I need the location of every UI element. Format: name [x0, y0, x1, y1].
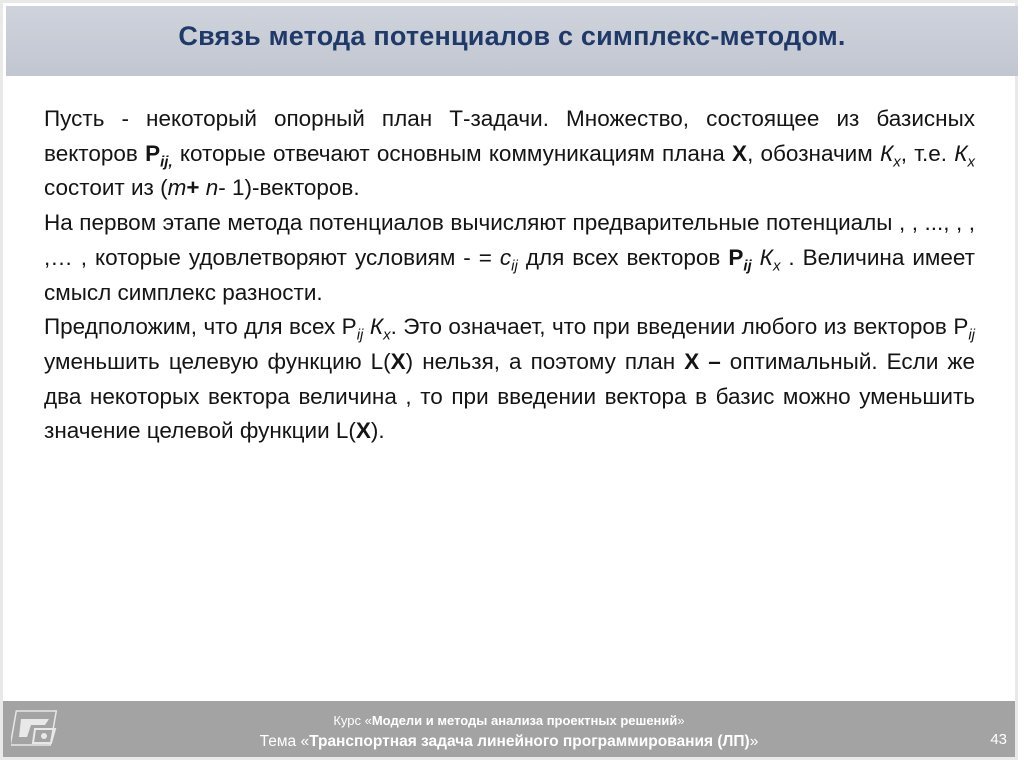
text-run: Пусть - некоторый опорный план Т-задачи. Множество, состоящее из базисных векторов: [44, 106, 975, 166]
footer-bar: [3, 701, 1015, 757]
slide-title: Связь метода потенциалов с симплекс-методом.: [178, 21, 846, 51]
text-run: К: [954, 140, 968, 166]
text-run: P: [728, 244, 744, 270]
text-run: x: [772, 257, 781, 275]
text-run: Предположим, что для всех P: [44, 314, 357, 340]
text-run: m: [167, 175, 187, 201]
slide-body: [44, 102, 975, 449]
topic-name: Транспортная задача линейного программирования (ЛП): [309, 733, 750, 750]
course-name: Модели и методы анализа проектных решений: [371, 713, 678, 728]
text-run: X: [390, 348, 406, 374]
text-run: x: [383, 326, 391, 344]
text-run: ij,: [160, 153, 173, 171]
course-line: [3, 713, 1015, 728]
text-run: для всех векторов: [517, 244, 729, 270]
text-run: ij: [743, 257, 752, 275]
text-run: ij: [356, 326, 364, 344]
text-run: c: [499, 244, 512, 270]
text-run: X: [732, 140, 748, 166]
paragraph-3: [44, 310, 975, 449]
text-run: P: [145, 140, 161, 166]
paragraph-2: [44, 206, 975, 310]
text-run: К: [369, 314, 384, 340]
title-bar: [6, 6, 1018, 76]
topic-line: [3, 733, 1015, 751]
text-run: ij: [968, 326, 975, 344]
text-run: X: [355, 418, 371, 444]
text-run: x: [967, 153, 976, 171]
text-run: n: [205, 175, 219, 201]
text-run: состоит из (: [44, 175, 168, 201]
text-run: оптимальный. Если же два некоторых вектора величина , то при введении вектора в базис можно уменьшить значение целевой функции L(: [44, 348, 975, 444]
topic-prefix: Тема «: [259, 733, 310, 750]
paragraph-1: [44, 102, 975, 206]
text-run: - 1)-векторов.: [218, 175, 360, 201]
text-run: x: [893, 153, 901, 171]
course-suffix: »: [677, 713, 685, 728]
text-run: +: [186, 175, 200, 201]
text-run: ) нельзя, а поэтому план: [405, 348, 685, 374]
text-run: , т.е.: [900, 140, 955, 166]
text-run: К: [879, 140, 894, 166]
text-run: ).: [370, 418, 385, 444]
text-run: На первом этапе метода потенциалов вычисляют предварительные потенциалы , , ..., , , ,… , которые удовлетворяют условиям - =: [44, 210, 975, 270]
text-run: ij: [511, 257, 518, 275]
text-run: , обозначим: [747, 140, 880, 166]
text-run: X –: [684, 348, 721, 374]
text-run: [752, 245, 760, 270]
page-number: 43: [990, 731, 1007, 748]
text-run: К: [759, 244, 773, 270]
text-run: уменьшить целевую функцию L(: [44, 348, 391, 374]
text-run: которые отвечают основным коммуникациям плана: [172, 140, 733, 166]
topic-suffix: »: [749, 733, 759, 750]
text-run: . Это означает, что при введении любого из векторов P: [390, 314, 969, 340]
text-run: . Величина имеет смысл симплекс разности.: [44, 244, 975, 305]
course-prefix: Курс «: [333, 713, 372, 728]
